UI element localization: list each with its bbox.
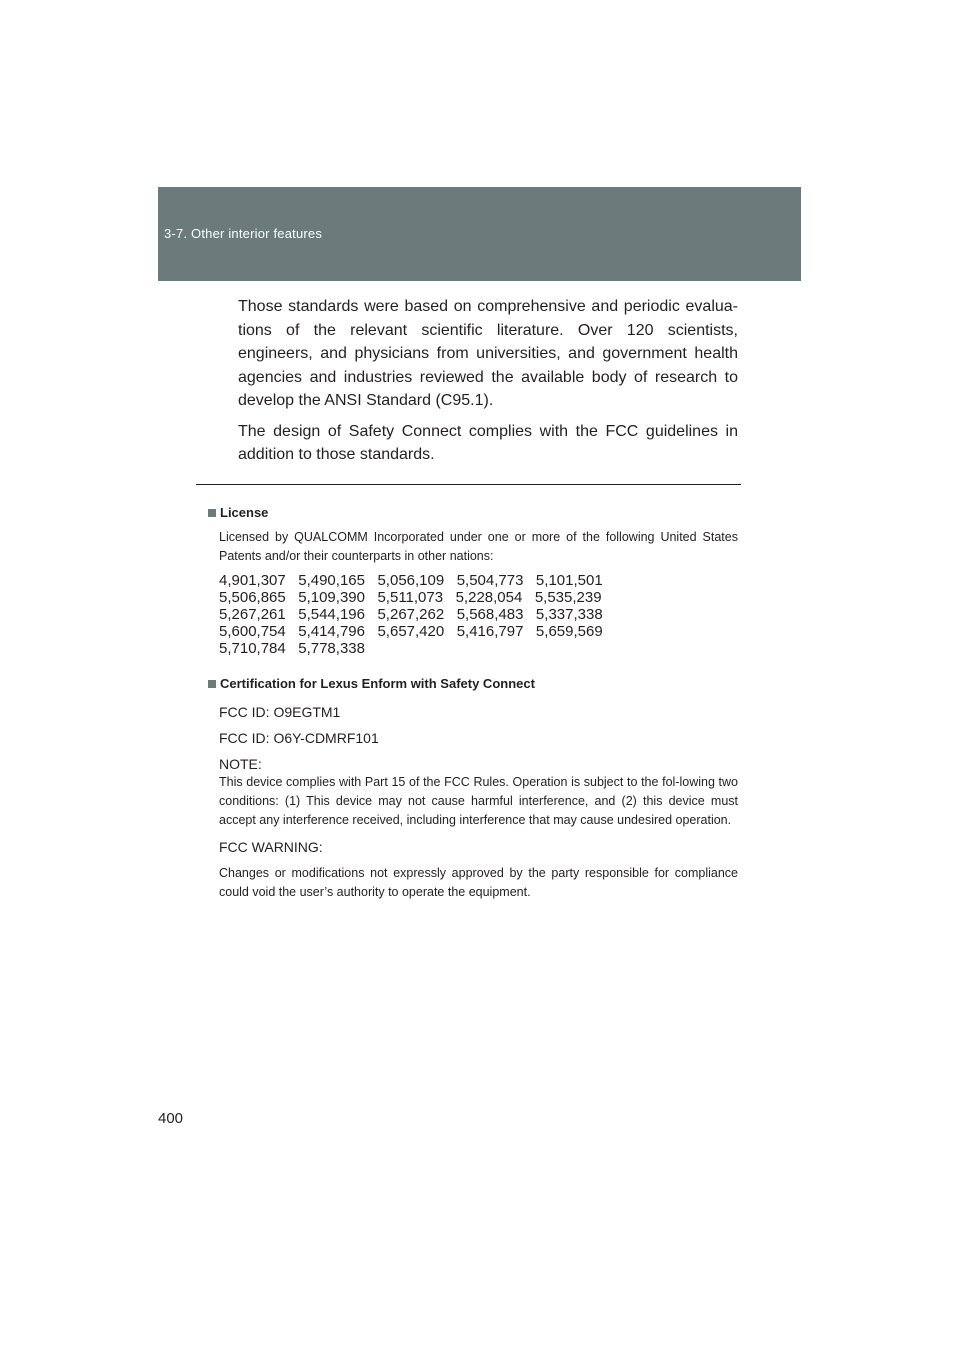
patent-list bbox=[219, 572, 738, 657]
intro-paragraph-2: The design of Safety Connect complies with the FCC guidelines in addition to those standards. bbox=[238, 422, 738, 463]
fcc-warning-text: Changes or modifications not expressly approved by the party responsible for compliance could void the user’s authority to operate the equipment. bbox=[219, 866, 738, 899]
license-text: Licensed by QUALCOMM Incorporated under one or more of the following United States Patents and/or their counterparts in other nations: bbox=[219, 530, 738, 563]
certification-section bbox=[208, 676, 738, 902]
note-label: NOTE: bbox=[219, 756, 262, 772]
intro-paragraph-1: Those standards were based on comprehensive and periodic evalua-tions of the relevant scientific literature. Over 120 scientists, engineers, and physicians from universities, and government health agencies and industries reviewed the available body of research to develop the ANSI Standard (C95.1). bbox=[238, 298, 738, 409]
fcc-warning-label: FCC WARNING: bbox=[219, 839, 323, 855]
divider-rule bbox=[196, 484, 741, 485]
note-text: This device complies with Part 15 of the FCC Rules. Operation is subject to the fol-lowing two conditions: (1) This device may not cause harmful interference, and (2) this device must accept any interference received, including interference that may cause undesired operation. bbox=[219, 775, 738, 827]
patent-row: 4,901,307 5,490,165 5,056,109 5,504,773 5,101,501 bbox=[219, 572, 603, 589]
fcc-id-2: FCC ID: O6Y-CDMRF101 bbox=[219, 730, 379, 746]
patent-row: 5,506,865 5,109,390 5,511,073 5,228,054 5,535,239 bbox=[219, 589, 602, 606]
patent-row: 5,710,784 5,778,338 bbox=[219, 640, 365, 657]
license-section bbox=[208, 505, 738, 657]
license-heading bbox=[208, 505, 738, 520]
intro-text bbox=[238, 295, 738, 474]
section-title: 3-7. Other interior features bbox=[164, 226, 323, 241]
square-bullet-icon bbox=[208, 680, 216, 688]
square-bullet-icon bbox=[208, 509, 216, 517]
patent-row: 5,600,754 5,414,796 5,657,420 5,416,797 5,659,569 bbox=[219, 623, 603, 640]
certification-heading-text: Certification for Lexus Enform with Safety Connect bbox=[220, 676, 535, 691]
fcc-id-1: FCC ID: O9EGTM1 bbox=[219, 704, 341, 720]
certification-heading bbox=[208, 676, 738, 691]
page-number: 400 bbox=[158, 1110, 184, 1127]
license-heading-text: License bbox=[220, 505, 269, 520]
patent-row: 5,267,261 5,544,196 5,267,262 5,568,483 5,337,338 bbox=[219, 606, 603, 623]
